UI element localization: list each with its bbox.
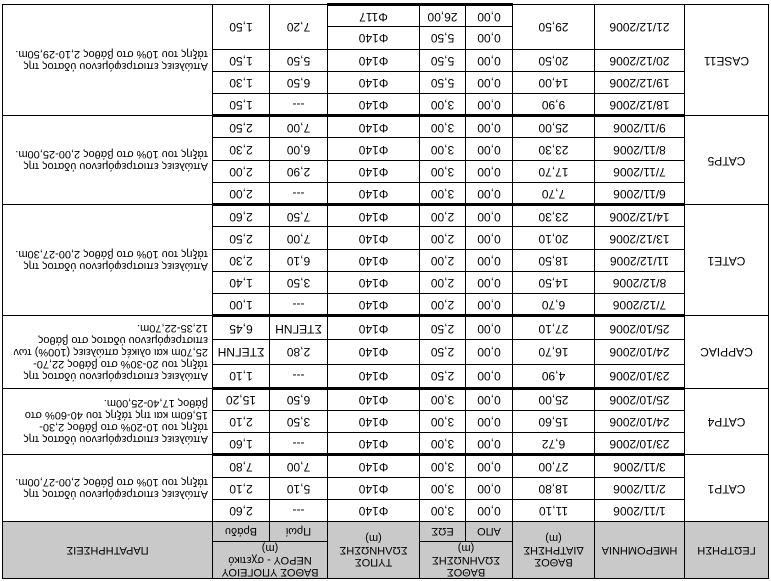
borehole-name: CATP1 [685, 455, 769, 522]
pipe-type-cell: Φ140 [328, 433, 420, 455]
remarks-cell: Απώλειες επιστρεφόμενου ύδατος της τάξης του 10-20% στο βάθος 2,30-15,60m και της τάξης του 40-60% στο βάθος 17,40-25,00m. [3, 388, 213, 455]
table-row [3, 94, 769, 116]
water-evening-cell: 1,60 [213, 433, 270, 455]
water-morning-cell: 5,10 [270, 477, 328, 499]
pipe-type-cell: Φ140 [328, 271, 420, 293]
water-evening-cell: 2,50 [213, 116, 270, 138]
pipe-type-cell: Φ140 [328, 116, 420, 138]
pipe-type-cell: Φ140 [328, 499, 420, 521]
table-header [3, 522, 769, 579]
water-evening-cell: 2,10 [213, 477, 270, 499]
pipe-to-cell: 2,00 [420, 294, 466, 316]
date-cell: 7/12/2006 [595, 294, 685, 316]
water-morning-cell: 7,20 [270, 5, 328, 50]
water-evening-cell: 1,30 [213, 71, 270, 93]
pipe-to-cell: 2,00 [420, 205, 466, 227]
table-body [3, 5, 769, 522]
pipe-type-cell: Φ140 [328, 71, 420, 93]
pipe-from-cell: 0,00 [466, 477, 513, 499]
remarks-cell: Απώλειες επιστρεφόμενου ύδατος της τάξης του 10% στο βάθος 2,00-25,00m. [3, 116, 213, 205]
depth-cell: 14,50 [513, 271, 595, 293]
water-morning-cell: --- [270, 499, 328, 521]
date-cell: 2/11/2006 [595, 477, 685, 499]
pipe-from-cell: 0,00 [466, 388, 513, 410]
depth-cell: 20,50 [513, 49, 595, 71]
borehole-name: CATE1 [685, 205, 769, 316]
depth-cell: 7,70 [513, 182, 595, 204]
water-morning-cell: 6,50 [270, 71, 328, 93]
water-morning-cell: 3,50 [270, 410, 328, 432]
date-cell: 21/12/2006 [595, 5, 685, 50]
col-date-header: ΗΜΕΡΟΜΗΝΙΑ [595, 522, 685, 579]
pipe-type-cell: Φ117 [328, 5, 420, 27]
pipe-to-cell: 2,50 [420, 316, 466, 340]
pipe-type-cell: Φ140 [328, 340, 420, 364]
table-row [3, 182, 769, 204]
water-morning-cell: 5,50 [270, 49, 328, 71]
pipe-type-cell: Φ140 [328, 294, 420, 316]
pipe-from-cell: 0,00 [466, 71, 513, 93]
depth-cell: 18,50 [513, 249, 595, 271]
col-from-header: ΑΠΟ [466, 522, 513, 542]
water-evening-cell: 2,50 [213, 227, 270, 249]
water-morning-cell: 7,00 [270, 227, 328, 249]
pipe-type-cell: Φ140 [328, 455, 420, 477]
water-evening-cell: 6,45 [213, 316, 270, 340]
pipe-to-cell: 3,00 [420, 410, 466, 432]
water-morning-cell: 7,50 [270, 205, 328, 227]
pipe-to-cell: 3,00 [420, 116, 466, 138]
pipe-to-cell: 3,00 [420, 477, 466, 499]
remarks-cell: Απώλειες επιστρεφόμενου ύδατος της τάξης του 10% στο βάθος 2,00-27,30m. [3, 205, 213, 316]
depth-cell: 18,80 [513, 477, 595, 499]
pipe-type-cell: Φ140 [328, 94, 420, 116]
borehole-name: CATP4 [685, 388, 769, 455]
water-morning-cell: 2,90 [270, 160, 328, 182]
pipe-from-cell: 0,00 [466, 205, 513, 227]
pipe-from-cell: 0,00 [466, 116, 513, 138]
date-cell: 3/11/2006 [595, 455, 685, 477]
depth-cell: 23,30 [513, 205, 595, 227]
depth-cell: 25,00 [513, 116, 595, 138]
col-pipe-type-header: ΤΥΠΟΣ ΣΩΛΗΝΩΣΗΣ (m) [328, 522, 420, 579]
date-cell: 1/11/2006 [595, 499, 685, 521]
pipe-type-cell: Φ140 [328, 49, 420, 71]
water-morning-cell: 6,50 [270, 388, 328, 410]
pipe-to-cell: 3,00 [420, 455, 466, 477]
depth-cell: 27,10 [513, 316, 595, 340]
date-cell: 25/10/2006 [595, 388, 685, 410]
depth-cell: 15,60 [513, 410, 595, 432]
water-morning-cell: ΣΤΕΓΝΗ [270, 316, 328, 340]
water-evening-cell: ΣΤΕΓΝΗ [213, 340, 270, 364]
depth-cell: 14,00 [513, 71, 595, 93]
pipe-from-cell: 0,00 [466, 94, 513, 116]
depth-cell: 9,90 [513, 94, 595, 116]
pipe-from-cell: 0,00 [466, 5, 513, 27]
depth-cell: 23,30 [513, 138, 595, 160]
pipe-to-cell: 3,00 [420, 388, 466, 410]
water-evening-cell: 1,00 [213, 294, 270, 316]
pipe-type-cell: Φ140 [328, 227, 420, 249]
col-borehole-header: ΓΕΩΤΡΗΣΗ [685, 522, 769, 579]
table-row [3, 294, 769, 316]
water-evening-cell: 7,80 [213, 455, 270, 477]
pipe-to-cell: 2,50 [420, 340, 466, 364]
pipe-type-cell: Φ140 [328, 249, 420, 271]
water-morning-cell: 6,10 [270, 249, 328, 271]
pipe-to-cell: 3,00 [420, 182, 466, 204]
pipe-from-cell: 0,00 [466, 227, 513, 249]
pipe-type-cell: Φ140 [328, 388, 420, 410]
pipe-from-cell: 0,00 [466, 410, 513, 432]
pipe-to-cell: 3,00 [420, 499, 466, 521]
pipe-from-cell: 0,00 [466, 455, 513, 477]
water-evening-cell: 2,30 [213, 249, 270, 271]
remarks-cell: Απώλειες επιστρεφόμενου ύδατος της τάξης του 10% στο βάθος 2,10-29,50m. [3, 5, 213, 116]
pipe-from-cell: 0,00 [466, 160, 513, 182]
pipe-from-cell: 0,00 [466, 249, 513, 271]
water-morning-cell: --- [270, 364, 328, 388]
depth-cell: 6,70 [513, 294, 595, 316]
remarks-cell: Απώλειες επιστρεφόμενου ύδατος της τάξης του 20-30% στο βάθος 22,70-25,70m και ολικές απώλειες (100%) των επιστρεφόμενου ύδατος στο βάθος 12,35-22,70m. [3, 316, 213, 388]
col-depth-header: ΒΑΘΟΣ ΔΙΑΤΡΗΣΗΣ (m) [513, 522, 595, 579]
date-cell: 19/12/2006 [595, 71, 685, 93]
date-cell: 8/12/2006 [595, 271, 685, 293]
water-morning-cell: 7,00 [270, 116, 328, 138]
water-morning-cell: 2,80 [270, 340, 328, 364]
borehole-log-table [2, 3, 769, 579]
pipe-to-cell: 3,00 [420, 138, 466, 160]
pipe-to-cell: 2,00 [420, 271, 466, 293]
pipe-to-cell: 5,50 [420, 49, 466, 71]
pipe-type-cell: Φ140 [328, 410, 420, 432]
table-row [3, 499, 769, 521]
water-evening-cell: 2,10 [213, 410, 270, 432]
col-water-header: ΒΑΘΟΣ ΥΠΟΓΕΙΟΥ ΝΕΡΟΥ - σχετικό (m) [213, 542, 328, 579]
pipe-from-cell: 0,00 [466, 316, 513, 340]
date-cell: 8/11/2006 [595, 138, 685, 160]
water-evening-cell: 1,50 [213, 94, 270, 116]
pipe-to-cell: 3,00 [420, 160, 466, 182]
date-cell: 7/11/2006 [595, 160, 685, 182]
pipe-type-cell: Φ140 [328, 477, 420, 499]
depth-cell: 29,50 [513, 5, 595, 50]
water-evening-cell: 1,50 [213, 49, 270, 71]
date-cell: 24/10/2006 [595, 340, 685, 364]
pipe-to-cell: 2,50 [420, 364, 466, 388]
pipe-type-cell: Φ140 [328, 27, 420, 49]
pipe-to-cell: 2,00 [420, 249, 466, 271]
pipe-from-cell: 0,00 [466, 433, 513, 455]
table-row [3, 433, 769, 455]
water-evening-cell: 15,20 [213, 388, 270, 410]
pipe-from-cell: 0,00 [466, 138, 513, 160]
water-morning-cell: --- [270, 433, 328, 455]
col-to-header: ΕΩΣ [420, 522, 466, 542]
water-morning-cell: --- [270, 94, 328, 116]
date-cell: 6/11/2006 [595, 182, 685, 204]
pipe-type-cell: Φ140 [328, 138, 420, 160]
date-cell: 9/11/2006 [595, 116, 685, 138]
depth-cell: 11,10 [513, 499, 595, 521]
water-evening-cell: 2,00 [213, 182, 270, 204]
pipe-from-cell: 0,00 [466, 340, 513, 364]
pipe-type-cell: Φ140 [328, 364, 420, 388]
borehole-name: CATP5 [685, 116, 769, 205]
date-cell: 13/12/2006 [595, 227, 685, 249]
depth-cell: 25,00 [513, 388, 595, 410]
date-cell: 20/12/2006 [595, 49, 685, 71]
water-evening-cell: 1,40 [213, 271, 270, 293]
water-evening-cell: 1,50 [213, 5, 270, 50]
pipe-from-cell: 0,00 [466, 294, 513, 316]
borehole-name: CAPPIAC [685, 316, 769, 388]
pipe-from-cell: 0,00 [466, 271, 513, 293]
depth-cell: 27,00 [513, 455, 595, 477]
pipe-from-cell: 0,00 [466, 364, 513, 388]
water-morning-cell: 7,00 [270, 455, 328, 477]
pipe-to-cell: 3,00 [420, 433, 466, 455]
date-cell: 18/12/2006 [595, 94, 685, 116]
pipe-type-cell: Φ140 [328, 160, 420, 182]
pipe-to-cell: 26,00 [420, 5, 466, 27]
pipe-to-cell: 5,50 [420, 71, 466, 93]
pipe-from-cell: 0,00 [466, 499, 513, 521]
remarks-cell: Απώλειες επιστρεφόμενου ύδατος της τάξης του 10% στο βάθος 2,00-27,00m. [3, 455, 213, 522]
water-morning-cell: 3,50 [270, 271, 328, 293]
depth-cell: 4,90 [513, 364, 595, 388]
col-evening-header: Βράδυ [213, 522, 270, 542]
water-morning-cell: --- [270, 294, 328, 316]
water-evening-cell: 2,60 [213, 499, 270, 521]
pipe-from-cell: 0,00 [466, 182, 513, 204]
table-row [3, 364, 769, 388]
depth-cell: 16,70 [513, 340, 595, 364]
date-cell: 25/10/2006 [595, 316, 685, 340]
depth-cell: 6,72 [513, 433, 595, 455]
depth-cell: 20,10 [513, 227, 595, 249]
col-pipe-depth-header: ΒΑΘΟΣ ΣΩΛΗΝΩΣΗΣ (m) [420, 542, 513, 579]
water-morning-cell: --- [270, 182, 328, 204]
pipe-from-cell: 0,00 [466, 49, 513, 71]
date-cell: 23/10/2006 [595, 433, 685, 455]
date-cell: 24/10/2006 [595, 410, 685, 432]
date-cell: 23/10/2006 [595, 364, 685, 388]
water-evening-cell: 1,10 [213, 364, 270, 388]
depth-cell: 17,70 [513, 160, 595, 182]
water-morning-cell: 6,00 [270, 138, 328, 160]
water-evening-cell: 2,60 [213, 205, 270, 227]
pipe-type-cell: Φ140 [328, 316, 420, 340]
pipe-type-cell: Φ140 [328, 205, 420, 227]
date-cell: 11/12/2006 [595, 249, 685, 271]
water-evening-cell: 2,00 [213, 160, 270, 182]
pipe-to-cell: 3,00 [420, 94, 466, 116]
borehole-name: CASE11 [685, 5, 769, 116]
col-morning-header: Πρωί [270, 522, 328, 542]
date-cell: 14/12/2006 [595, 205, 685, 227]
pipe-type-cell: Φ140 [328, 182, 420, 204]
pipe-from-cell: 0,00 [466, 27, 513, 49]
water-evening-cell: 2,30 [213, 138, 270, 160]
pipe-to-cell: 2,00 [420, 227, 466, 249]
col-remarks-header: ΠΑΡΑΤΗΡΗΣΕΙΣ [3, 522, 213, 579]
pipe-to-cell: 5,50 [420, 27, 466, 49]
